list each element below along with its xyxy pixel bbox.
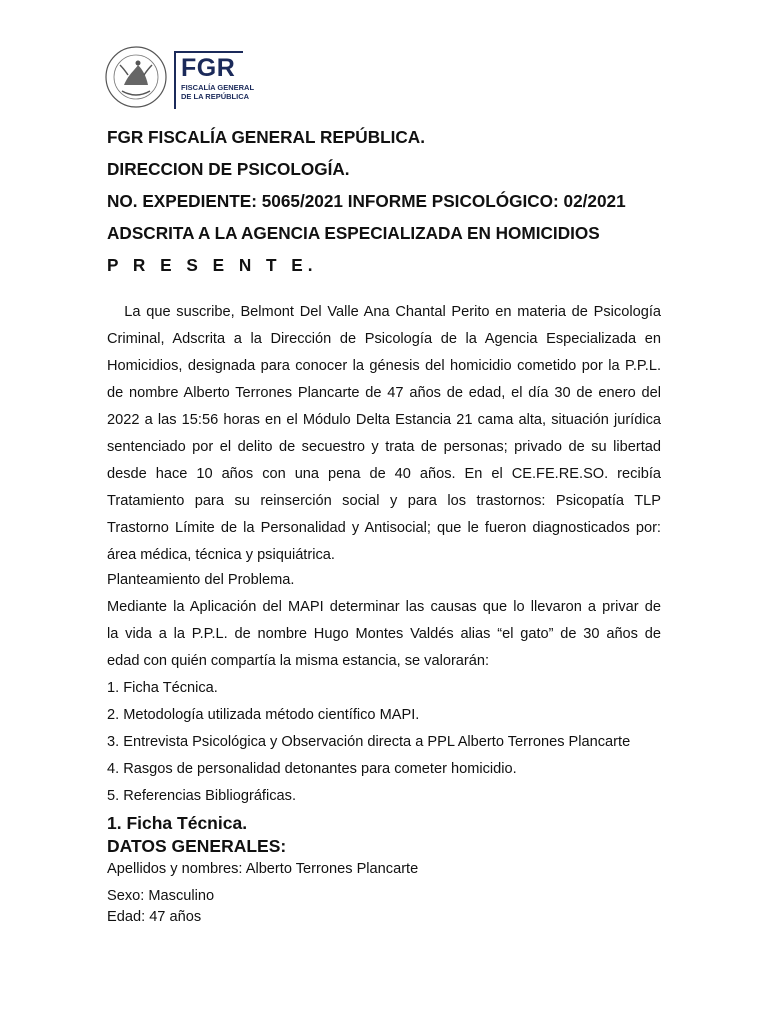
paragraph-line: de nombre Alberto Terrones Plancarte de 47 años de edad, el día 30 de enero del: [107, 385, 661, 401]
heading-presente: P R E S E N T E.: [107, 255, 318, 275]
list-item: 4. Rasgos de personalidad detonantes para cometer homicidio.: [107, 761, 517, 777]
section-title: 1. Ficha Técnica.: [107, 813, 248, 833]
paragraph-line: Tratamiento para su reinserción social y para los trastornos: Psicopatía TLP: [107, 493, 661, 509]
section-subtitle: DATOS GENERALES:: [107, 836, 287, 856]
paragraph-line: edad con quién compartía la misma estancia, se valorarán:: [107, 653, 490, 669]
paragraph-line: Mediante la Aplicación del MAPI determinar las causas que lo llevaron a privar de: [107, 599, 661, 615]
mexican-seal-logo: [104, 45, 168, 109]
heading-agency: ADSCRITA A LA AGENCIA ESPECIALIZADA EN HOMICIDIOS: [107, 223, 600, 243]
problem-title: Planteamiento del Problema.: [107, 572, 295, 588]
paragraph-line: 2022 a las 15:56 horas en el Módulo Delta Estancia 21 cama alta, situación jurídica: [107, 412, 661, 428]
brand-name: FGR: [181, 54, 236, 82]
brand-top-bar: [174, 51, 243, 53]
list-item: 5. Referencias Bibliográficas.: [107, 788, 296, 804]
list-item: 2. Metodología utilizada método científico MAPI.: [107, 707, 420, 723]
field-sex: Sexo: Masculino: [107, 888, 215, 904]
brand-subtitle: FISCALÍA GENERAL DE LA REPÚBLICA: [181, 83, 255, 101]
field-name: Apellidos y nombres: Alberto Terrones Plancarte: [107, 861, 419, 877]
paragraph-line: La que suscribe, Belmont Del Valle Ana Chantal Perito en materia de Psicología: [107, 304, 661, 320]
paragraph-line: área médica, técnica y psiquiátrica.: [107, 547, 335, 563]
paragraph-line: Criminal, Adscrita a la Dirección de Psicología de la Agencia Especializada en: [107, 331, 661, 347]
heading-direction: DIRECCION DE PSICOLOGÍA.: [107, 159, 350, 179]
list-item: 3. Entrevista Psicológica y Observación directa a PPL Alberto Terrones Plancarte: [107, 734, 631, 750]
header-logos: [104, 45, 304, 111]
paragraph-line: Homicidios, designada para conocer la génesis del homicidio cometido por la P.P.L.: [107, 358, 661, 374]
paragraph-line: Trastorno Límite de la Personalidad y Antisocial; que le fueron diagnosticados por:: [107, 520, 661, 536]
heading-institution: FGR FISCALÍA GENERAL REPÚBLICA.: [107, 127, 425, 147]
list-item: 1. Ficha Técnica.: [107, 680, 218, 696]
field-age: Edad: 47 años: [107, 909, 202, 925]
paragraph-line: desde hace 10 años con una pena de 40 años. En el CE.FE.RE.SO. recibía: [107, 466, 661, 482]
heading-file-number: NO. EXPEDIENTE: 5065/2021 INFORME PSICOLÓGICO: 02/2021: [107, 191, 626, 211]
paragraph-line: sentenciado por el delito de secuestro y trata de personas; privado de su libertad: [107, 439, 661, 455]
intro-paragraph: [107, 299, 661, 569]
paragraph-line: la vida a la P.P.L. de nombre Hugo Montes Valdés alias “el gato” de 30 años de: [107, 626, 661, 642]
brand-divider: [174, 51, 176, 109]
problem-paragraph: [107, 594, 661, 675]
